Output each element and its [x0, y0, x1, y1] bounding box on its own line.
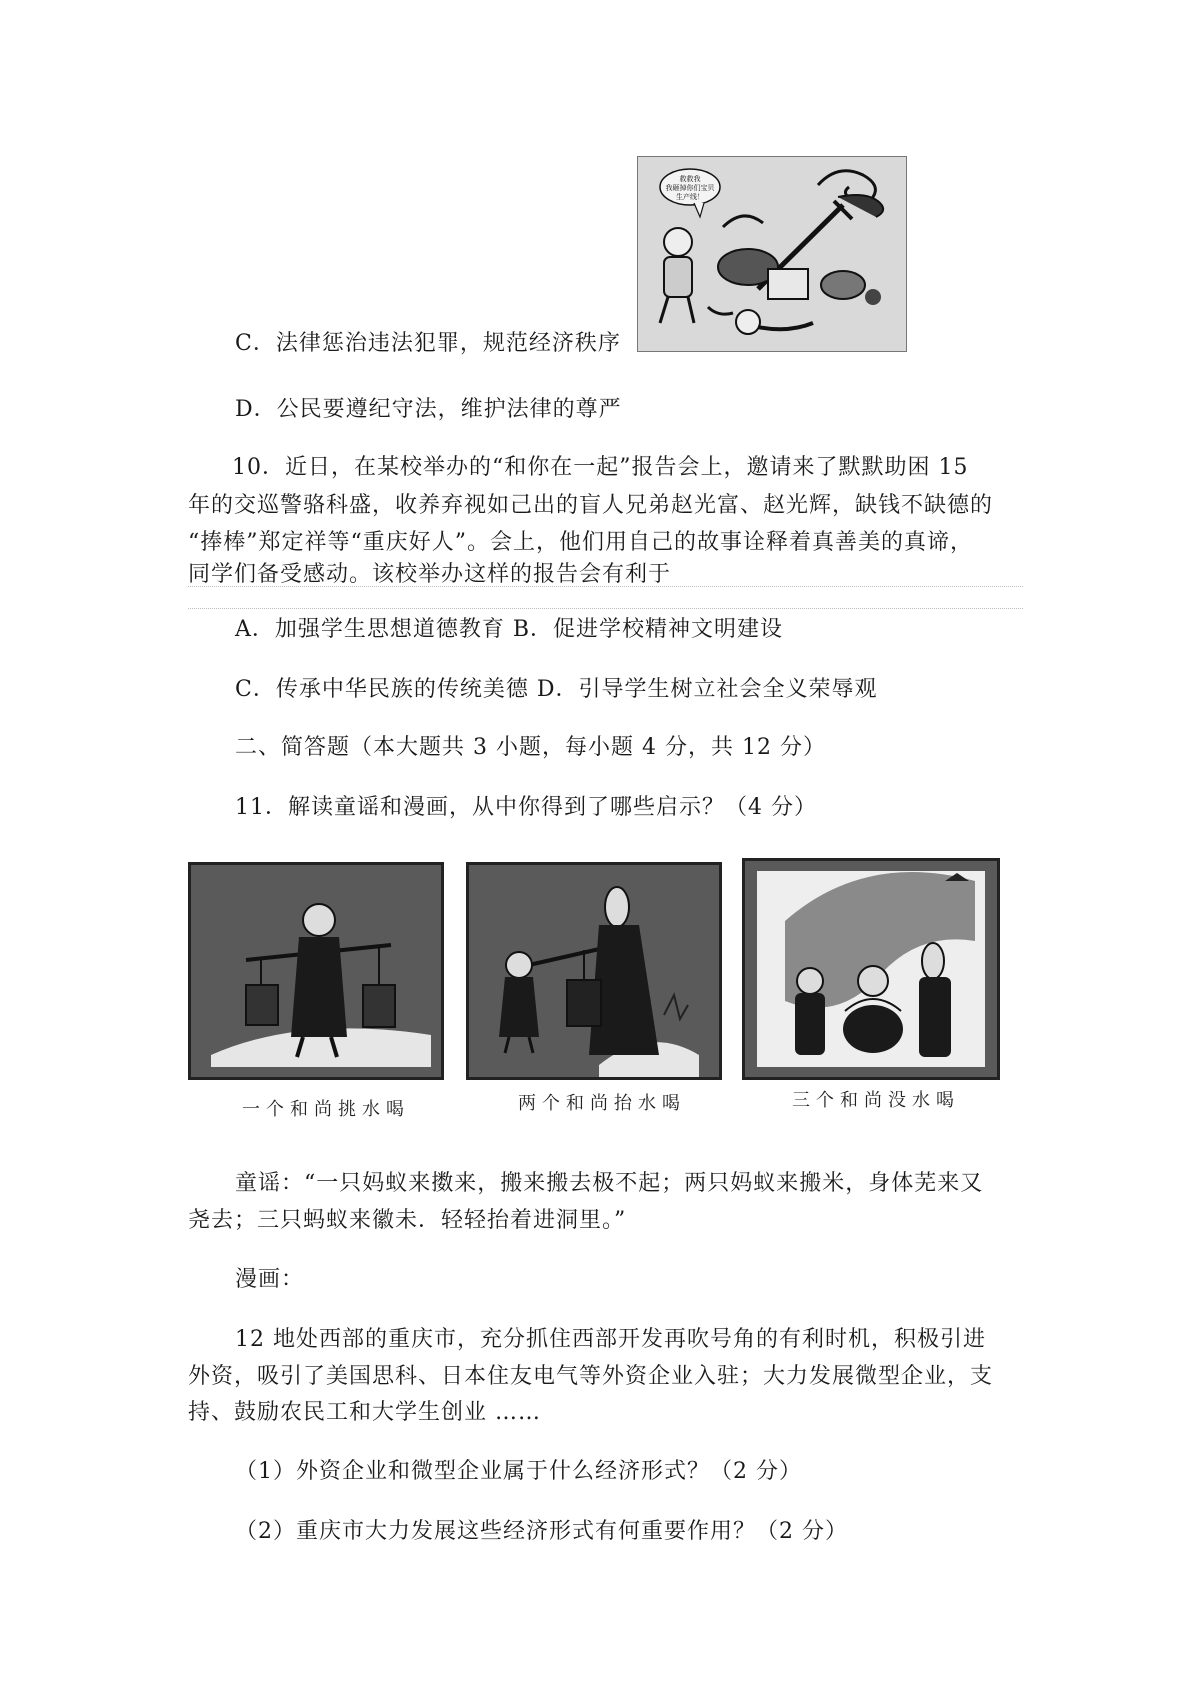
comic-caption-three: 三个和尚没水喝 — [792, 1090, 960, 1111]
two-monks-drawing — [469, 865, 719, 1077]
dotted-rule — [188, 608, 1023, 609]
section-heading: 二、简答题（本大题共 3 小题，每小题 4 分，共 12 分） — [235, 735, 826, 760]
cartoon-speech: 救救我 我砸掉你们宝贝 生产线！ — [665, 175, 715, 201]
three-monks-drawing — [745, 861, 997, 1077]
q11-rhyme-line-1: 童谣：“一只妈蚁来擞来，搬来搬去极不起；两只妈蚁来搬米，身体芜来又 — [235, 1171, 984, 1196]
q12-stem-line-1: 12 地处西部的重庆市，充分抓住西部开发再吹号角的有利时机，积极引进 — [235, 1327, 986, 1352]
comic-panel-one-monk — [188, 862, 444, 1080]
comic-panel-three-monks — [742, 858, 1000, 1080]
law-cartoon — [637, 156, 907, 352]
q9-option-c: C．法律惩治违法犯罪，规范经济秩序 — [235, 331, 621, 356]
q12-stem-line-3: 持、鼓励农民工和大学生创业 …… — [188, 1400, 541, 1425]
q11-comic-label: 漫画： — [235, 1267, 305, 1292]
q9-option-d: D．公民要遵纪守法，维护法律的尊严 — [235, 397, 622, 422]
comic-caption-two: 两个和尚抬水喝 — [518, 1093, 686, 1114]
q11-rhyme-line-2: 尧去；三只蚂蚁来徽未．轻轻抬着进洞里。” — [188, 1208, 627, 1233]
q10-options-ab: A．加强学生思想道德教育 B．促进学校精神文明建设 — [235, 617, 784, 642]
q10-stem-line-3: “捧棒”郑定祥等“重庆好人”。会上，他们用自己的故事诠释着真善美的真谛， — [188, 530, 973, 555]
dotted-rule — [188, 586, 1023, 587]
one-monk-drawing — [191, 865, 441, 1077]
q10-stem-line-4: 同学们备受感动。该校举办这样的报告会有利于 — [188, 562, 672, 587]
q10-stem-line-1: 10．近日，在某校举办的“和你在一起”报告会上，邀请来了默默助困 15 — [232, 455, 969, 480]
q12-stem-line-2: 外资，吸引了美国思科、日本住友电气等外资企业入驻；大力发展微型企业，支 — [188, 1364, 994, 1389]
q12-sub-question-2: （2）重庆市大力发展这些经济形式有何重要作用？（2 分） — [235, 1519, 848, 1544]
q10-stem-line-2: 年的交巡警骆科盛，收养弃视如己出的盲人兄弟赵光富、赵光辉，缺钱不缺德的 — [188, 493, 994, 518]
q11-stem: 11．解读童谣和漫画，从中你得到了哪些启示？（4 分） — [235, 795, 817, 820]
q12-sub-question-1: （1）外资企业和微型企业属于什么经济形式？（2 分） — [235, 1459, 802, 1484]
comic-caption-one: 一个和尚挑水喝 — [242, 1099, 410, 1120]
q10-options-cd: C．传承中华民族的传统美德 D．引导学生树立社会全义荣辱观 — [235, 677, 878, 702]
comic-panel-two-monks — [466, 862, 722, 1080]
